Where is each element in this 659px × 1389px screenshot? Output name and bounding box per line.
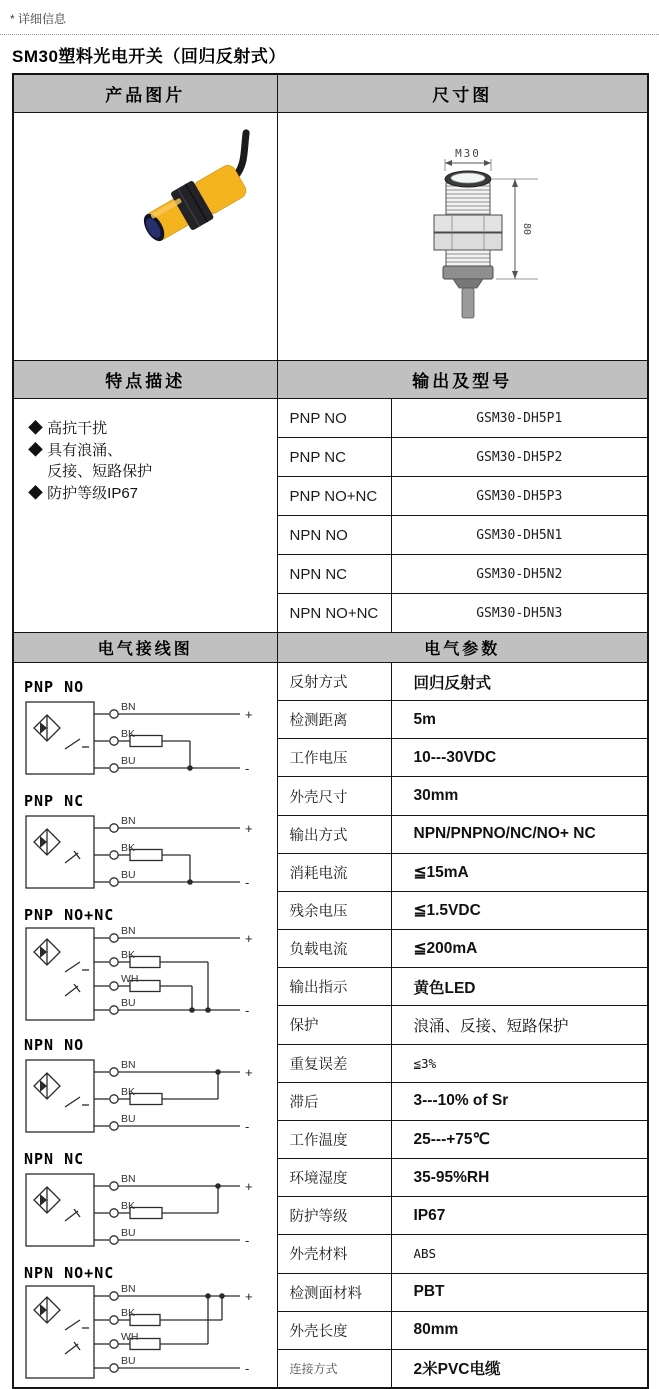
terminal [110,851,118,859]
wiring-diagram-pnp-nc [22,792,277,899]
terminal [110,1095,118,1103]
svg-text:WH: WH [121,973,139,985]
circuit-npn-no [22,1054,274,1138]
header-output-models: 输出及型号 [277,361,648,399]
header-product-image: 产品图片 [13,74,277,113]
model-number: GSM30-DH5N2 [391,555,648,594]
terminal [110,710,118,718]
dimension-drawing [278,113,649,360]
model-type: NPN NO+NC [277,594,391,633]
circuit-pnp-nonc [22,924,274,1024]
param-label: 输出方式 [277,815,391,853]
model-number: GSM30-DH5P3 [391,477,648,516]
model-number: GSM30-DH5N1 [391,516,648,555]
header-electrical-params: 电气参数 [277,633,648,663]
svg-text:BN: BN [121,1173,136,1185]
param-value: 80mm [391,1311,648,1349]
svg-text:WH: WH [121,1331,139,1343]
feature-item: 反接、短路保护 [28,463,153,481]
param-label: 重复误差 [277,1044,391,1082]
model-type: PNP NO+NC [277,477,391,516]
param-value: 5m [391,701,648,739]
svg-text:BK: BK [121,1200,136,1212]
svg-text:BK: BK [121,949,136,961]
model-type: PNP NC [277,438,391,477]
header-row-2 [13,361,648,399]
svg-text:BK: BK [121,842,136,854]
sensor-cap-face [451,173,485,183]
terminal [110,1340,118,1348]
diagram-title: PNP NO+NC [24,906,115,924]
cable-gland [453,279,483,288]
param-label: 检测面材料 [277,1273,391,1311]
svg-text:BU: BU [121,997,136,1009]
header-wiring-diagram: 电气接线图 [13,633,277,663]
param-value: 10---30VDC [391,739,648,777]
wiring-diagram-pnp-no [22,678,277,785]
param-label: 消耗电流 [277,853,391,891]
param-label: 工作温度 [277,1120,391,1158]
svg-text:BU: BU [121,755,136,767]
param-label: 反射方式 [277,663,391,701]
svg-text:+: + [245,707,253,722]
param-value: NPN/PNPNO/NC/NO+ NC [391,815,648,853]
svg-text:BN: BN [121,701,136,713]
dim-arrow-up [512,179,518,187]
terminal [110,1068,118,1076]
param-row [13,663,648,701]
param-label: 残余电压 [277,891,391,929]
svg-text:+: + [245,1289,253,1304]
features-list [13,399,277,633]
param-value: 30mm [391,777,648,815]
diagram-title: PNP NO [24,678,85,696]
model-number: GSM30-DH5N3 [391,594,648,633]
header-dimension-drawing: 尺寸图 [277,74,648,113]
wiring-diagram-pnp-nonc [22,906,277,1029]
param-label: 外壳材料 [277,1235,391,1273]
header-row-3 [13,633,648,663]
terminal [110,1209,118,1217]
terminal [110,824,118,832]
svg-text:+: + [245,1065,253,1080]
terminal [110,1292,118,1300]
terminal [110,764,118,772]
model-type: NPN NO [277,516,391,555]
upper-thread [446,183,490,215]
param-label: 防护等级 [277,1197,391,1235]
wiring-diagrams [13,663,277,1389]
dim-arrow-right [484,160,491,166]
svg-text:BU: BU [121,869,136,881]
svg-text:-: - [245,1233,250,1248]
param-value: 回归反射式 [391,663,648,701]
separator [0,34,659,35]
param-value: 35-95%RH [391,1159,648,1197]
param-value: 2米PVC电缆 [391,1349,648,1388]
circuit-npn-nc [22,1168,274,1252]
svg-text:-: - [245,1361,250,1376]
param-value: 浪涌、反接、短路保护 [391,1006,648,1044]
thread-size-label: M30 [454,147,481,160]
circuit-pnp-no [22,696,274,780]
svg-text:BN: BN [121,1283,136,1295]
diagram-title: NPN NO [24,1036,85,1054]
param-value: ≦3% [391,1044,648,1082]
svg-text:+: + [245,931,253,946]
feature-item: ◆ 防护等级IP67 [28,485,139,503]
dim-arrow-left [445,160,452,166]
terminal [110,1006,118,1014]
svg-text:-: - [245,1119,250,1134]
circuit-npn-nonc [22,1282,274,1382]
param-value: 黄色LED [391,968,648,1006]
svg-text:BN: BN [121,815,136,827]
switch-no-symbol [65,739,80,749]
param-value: ≦200mA [391,930,648,968]
spec-table [12,73,649,1389]
svg-text:+: + [245,821,253,836]
header-row-1 [13,74,648,113]
terminal [110,878,118,886]
param-label: 连接方式 [277,1349,391,1388]
param-label: 保护 [277,1006,391,1044]
svg-text:BU: BU [121,1113,136,1125]
terminal [110,737,118,745]
circuit-pnp-nc [22,810,274,894]
switch-no-symbol [65,1097,80,1107]
param-value: 25---+75℃ [391,1120,648,1158]
param-value: 3---10% of Sr [391,1082,648,1120]
svg-text:BK: BK [121,728,136,740]
base-band [443,266,493,279]
terminal [110,1122,118,1130]
terminal [110,958,118,966]
svg-text:BU: BU [121,1227,136,1239]
terminal [110,934,118,942]
svg-text:-: - [245,875,250,890]
param-label: 滞后 [277,1082,391,1120]
feature-item: ◆ 高抗干扰 [28,420,108,437]
wiring-diagram-npn-nonc [22,1264,277,1387]
diagram-title: NPN NC [24,1150,85,1168]
svg-text:BK: BK [121,1086,136,1098]
terminal [110,982,118,990]
hex-nut-1 [434,215,502,232]
terminal [110,1236,118,1244]
svg-text:+: + [245,1179,253,1194]
wiring-diagram-npn-no [22,1036,277,1143]
diagram-title: NPN NO+NC [24,1264,115,1282]
param-value: ≦1.5VDC [391,891,648,929]
param-value: ABS [391,1235,648,1273]
param-label: 外壳尺寸 [277,777,391,815]
svg-text:BN: BN [121,925,136,937]
product-photo-cell [13,113,277,361]
svg-text:BK: BK [121,1307,136,1319]
svg-text:-: - [245,761,250,776]
lower-thread [446,250,490,266]
dim-arrow-down [512,271,518,279]
media-row [13,113,648,361]
dimension-drawing-cell [277,113,648,361]
param-label: 负载电流 [277,930,391,968]
model-type: NPN NC [277,555,391,594]
wiring-diagram-npn-nc [22,1150,277,1257]
model-row [13,399,648,438]
param-label: 检测距离 [277,701,391,739]
switch-no-symbol [65,962,80,972]
length-dim-label: 80 [520,222,532,236]
hex-nut-2 [434,233,502,250]
param-label: 工作电压 [277,739,391,777]
model-type: PNP NO [277,399,391,438]
model-number: GSM30-DH5P2 [391,438,648,477]
param-label: 输出指示 [277,968,391,1006]
model-number: GSM30-DH5P1 [391,399,648,438]
page-title: SM30塑料光电开关（回归反射式） [12,47,286,66]
param-value: PBT [391,1273,648,1311]
diagram-title: PNP NC [24,792,85,810]
info-label: * 详细信息 [10,12,67,26]
param-label: 外壳长度 [277,1311,391,1349]
switch-no-symbol [65,1320,80,1330]
feature-item: ◆ 具有浪涌、 [28,441,123,459]
param-label: 环境湿度 [277,1159,391,1197]
product-photo [14,113,277,360]
svg-text:-: - [245,1003,250,1018]
header-features: 特点描述 [13,361,277,399]
terminal [110,1364,118,1372]
param-value: IP67 [391,1197,648,1235]
svg-text:BU: BU [121,1355,136,1367]
svg-text:BN: BN [121,1059,136,1071]
cable-stub [462,288,474,318]
param-value: ≦15mA [391,853,648,891]
terminal [110,1316,118,1324]
terminal [110,1182,118,1190]
